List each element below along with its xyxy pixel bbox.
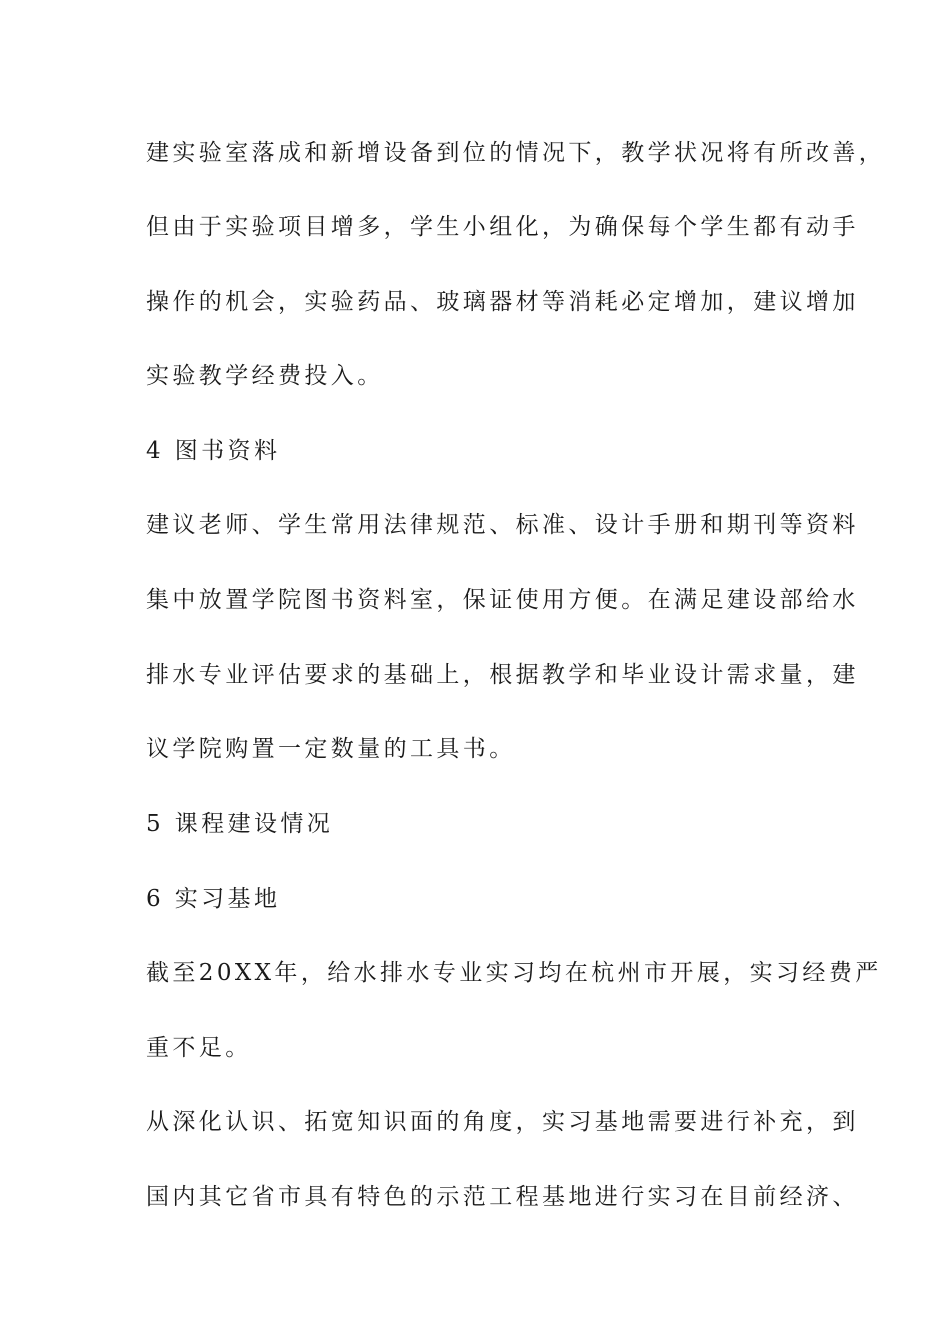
body-text-line: 排水专业评估要求的基础上，根据教学和毕业设计需求量，建: [146, 662, 859, 688]
body-text-line: 实验教学经费投入。: [146, 363, 384, 389]
body-text-line: 集中放置学院图书资料室，保证使用方便。在满足建设部给水: [146, 587, 859, 613]
body-text-line: 截至20XX年，给水排水专业实习均在杭州市开展，实习经费严: [146, 960, 882, 986]
body-text-line: 从深化认识、拓宽知识面的角度，实习基地需要进行补充，到: [146, 1109, 859, 1135]
body-text-line: 重不足。: [146, 1035, 252, 1061]
body-text-line: 国内其它省市具有特色的示范工程基地进行实习在目前经济、: [146, 1184, 859, 1210]
section-heading-6: 6 实习基地: [146, 886, 281, 912]
body-text-line: 但由于实验项目增多，学生小组化，为确保每个学生都有动手: [146, 214, 859, 240]
body-text-line: 操作的机会，实验药品、玻璃器材等消耗必定增加，建议增加: [146, 289, 859, 315]
body-text-line: 议学院购置一定数量的工具书。: [146, 736, 516, 762]
body-text-line: 建议老师、学生常用法律规范、标准、设计手册和期刊等资料: [146, 512, 859, 538]
section-heading-4: 4 图书资料: [146, 438, 281, 464]
body-text-line: 建实验室落成和新增设备到位的情况下，教学状况将有所改善，: [146, 140, 886, 166]
section-heading-5: 5 课程建设情况: [146, 811, 334, 837]
